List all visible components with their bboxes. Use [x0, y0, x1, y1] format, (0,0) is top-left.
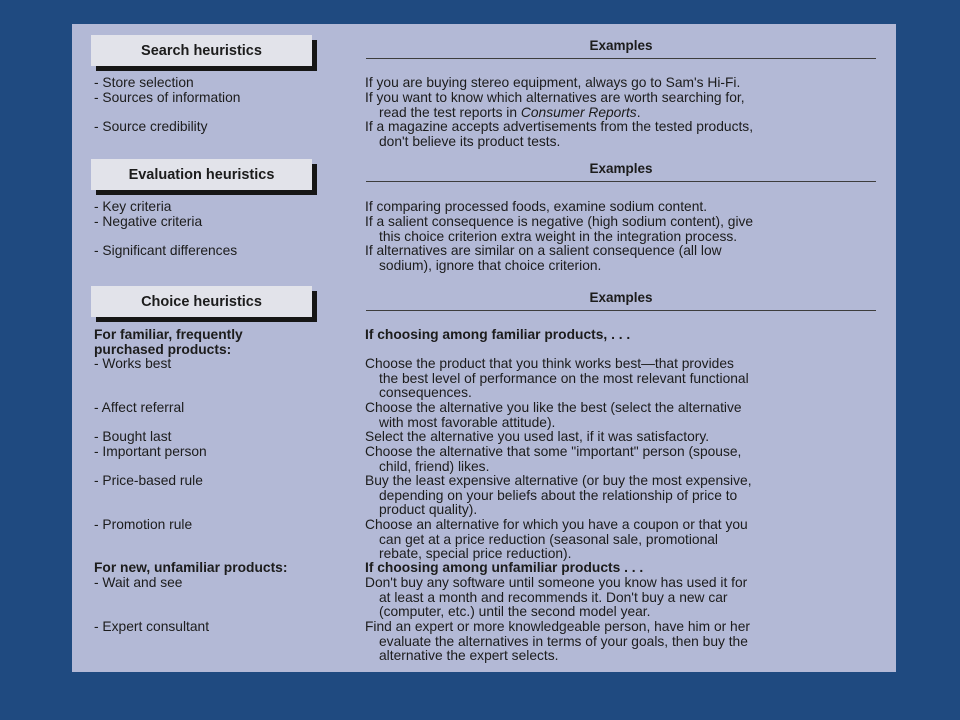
search-row-label: - Source credibility — [94, 119, 208, 134]
choice-row-label: - Expert consultant — [94, 619, 210, 634]
choice-row-example: Select the alternative you used last, if it was satisfactory. — [365, 429, 710, 444]
choice-row-example: Don't buy any software until someone you know has used it for at least a month and recommends it. Don't buy a new car (computer, etc.) until the second model year. — [365, 575, 748, 620]
choice-heuristics-header: Choice heuristics — [91, 286, 312, 317]
choice-row-example: Choose the alternative that some "important" person (spouse, child, friend) likes. — [365, 444, 742, 474]
choice-row-example: Choose the product that you think works best—that provides the best level of performance on the most relevant functional consequences. — [365, 356, 749, 401]
evaluation-row-label: - Negative criteria — [94, 214, 203, 229]
search-row-example: If a magazine accepts advertisements from the tested products, don't believe its product tests. — [365, 119, 754, 149]
evaluation-row-example: If comparing processed foods, examine sodium content. — [365, 199, 708, 214]
search-heuristics-header: Search heuristics — [91, 35, 312, 66]
choice-row-label: - Affect referral — [94, 400, 185, 415]
choice-row-example: Find an expert or more knowledgeable person, have him or her evaluate the alternatives in terms of your goals, then buy the alternative the expert selects. — [365, 619, 750, 664]
search-row-example: If you want to know which alternatives are worth searching for, read the test reports in Consumer Reports. — [365, 90, 745, 120]
search-row-label: - Sources of information — [94, 90, 241, 105]
choice-row-example: Choose the alternative you like the best (select the alternative with most favorable attitude). — [365, 400, 742, 430]
choice-row-label: - Price-based rule — [94, 473, 203, 488]
evaluation-row-example: If alternatives are similar on a salient consequence (all low sodium), ignore that choice criterion. — [365, 243, 722, 273]
choice-row-label: - Works best — [94, 356, 172, 371]
unfamiliar-products-intro: If choosing among unfamiliar products . . . — [365, 560, 644, 575]
examples-header-search: Examples — [366, 38, 876, 59]
choice-row-example: Buy the least expensive alternative (or buy the most expensive, depending on your beliefs about the relationship of price to product quality). — [365, 473, 752, 518]
heuristics-table — [72, 24, 896, 672]
evaluation-row-label: - Key criteria — [94, 199, 172, 214]
choice-row-label: - Promotion rule — [94, 517, 193, 532]
search-row-example: If you are buying stereo equipment, always go to Sam's Hi-Fi. — [365, 75, 741, 90]
unfamiliar-products-heading: For new, unfamiliar products: — [94, 560, 288, 575]
choice-row-example: Choose an alternative for which you have a coupon or that you can get at a price reduction (seasonal sale, promotional rebate, special price reduction). — [365, 517, 748, 562]
evaluation-row-example: If a salient consequence is negative (high sodium content), give this choice criterion extra weight in the integration process. — [365, 214, 754, 244]
evaluation-row-label: - Significant differences — [94, 243, 238, 258]
familiar-products-heading: For familiar, frequently purchased products: — [94, 327, 243, 357]
choice-row-label: - Wait and see — [94, 575, 183, 590]
choice-row-label: - Important person — [94, 444, 207, 459]
publication-name: Consumer Reports — [520, 104, 637, 120]
examples-header-evaluation: Examples — [366, 161, 876, 182]
examples-header-choice: Examples — [366, 290, 876, 311]
choice-row-label: - Bought last — [94, 429, 172, 444]
familiar-products-intro: If choosing among familiar products, . . . — [365, 327, 631, 342]
evaluation-heuristics-header: Evaluation heuristics — [91, 159, 312, 190]
search-row-label: - Store selection — [94, 75, 194, 90]
